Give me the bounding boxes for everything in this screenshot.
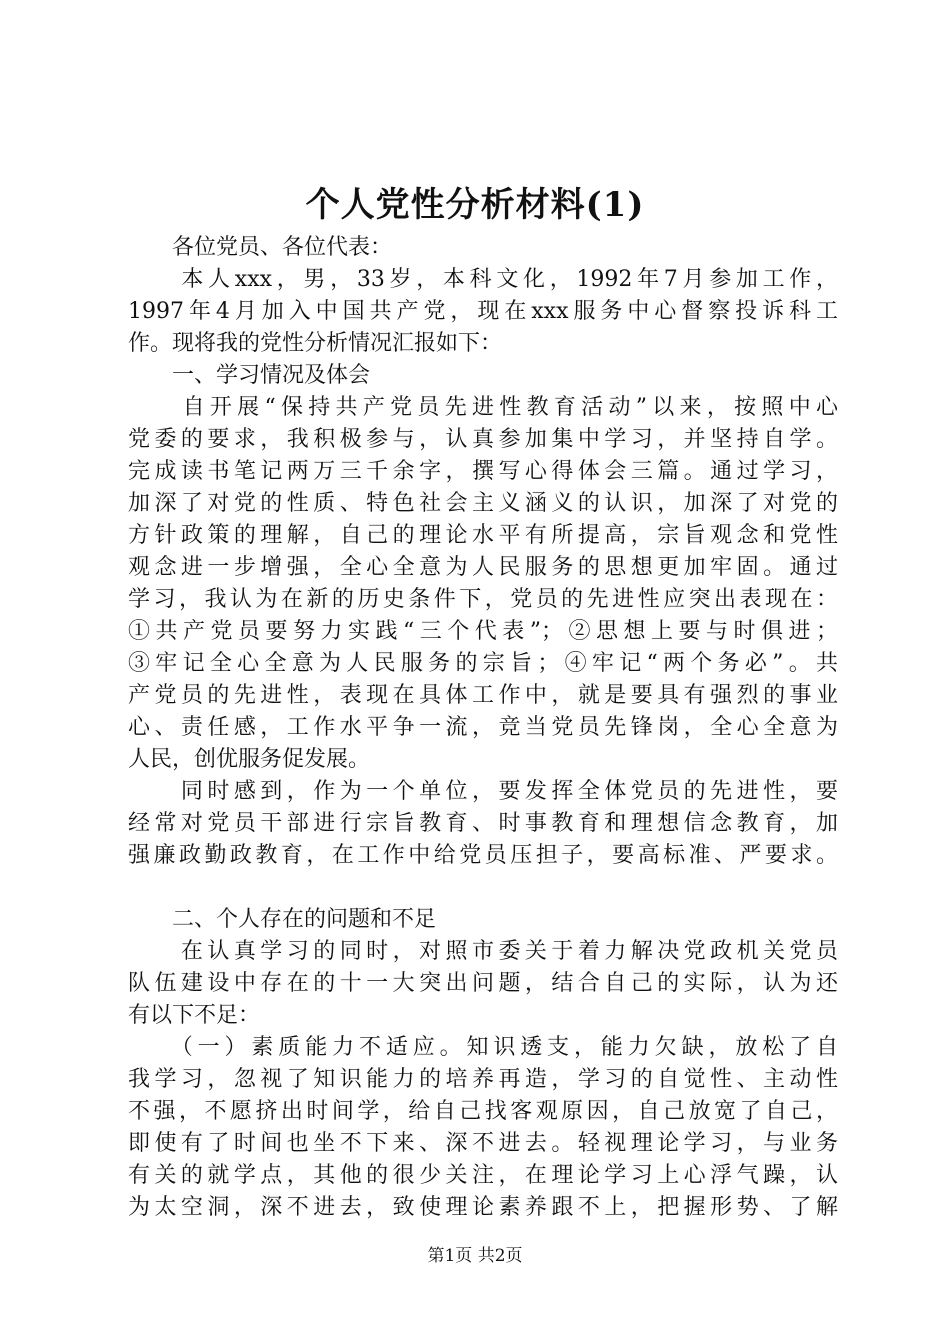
- body-line: 各位党员、各位代表：: [128, 235, 393, 260]
- body-line: ③牢记全心全意为人民服务的宗旨；④牢记“两个务必”。共: [128, 651, 838, 676]
- body-line: 有关的就学点，其他的很少关注，在理论学习上心浮气躁，认: [128, 1163, 838, 1188]
- body-line: 完成读书笔记两万三千余字，撰写心得体会三篇。通过学习，: [128, 459, 838, 484]
- body-line: （一）素质能力不适应。知识透支，能力欠缺，放松了自: [128, 1035, 838, 1060]
- body-line: 自开展“保持共产党员先进性教育活动”以来，按照中心: [128, 395, 838, 420]
- body-line: 观念进一步增强，全心全意为人民服务的思想更加牢固。通过: [128, 555, 838, 580]
- body-line: 心、责任感，工作水平争一流，竞当党员先锋岗，全心全意为: [128, 715, 838, 740]
- body-line: 二、个人存在的问题和不足: [128, 907, 437, 932]
- body-line: ①共产党员要努力实践“三个代表”；②思想上要与时俱进；: [128, 619, 838, 644]
- body-line: 为太空洞，深不进去，致使理论素养跟不上，把握形势、了解: [128, 1195, 838, 1220]
- body-line: 人民，创优服务促发展。: [128, 747, 371, 772]
- body-line: 党委的要求，我积极参与，认真参加集中学习，并坚持自学。: [128, 427, 838, 452]
- body-line: 作。现将我的党性分析情况汇报如下：: [128, 331, 503, 356]
- body-line: 即使有了时间也坐不下来、深不进去。轻视理论学习，与业务: [128, 1131, 838, 1156]
- body-line: 不强，不愿挤出时间学，给自己找客观原因，自己放宽了自己，: [128, 1099, 838, 1124]
- document-title: 个人党性分析材料(1): [305, 185, 645, 225]
- body-line: 队伍建设中存在的十一大突出问题，结合自己的实际，认为还: [128, 971, 838, 996]
- body-line: 加深了对党的性质、特色社会主义涵义的认识，加深了对党的: [128, 491, 838, 516]
- body-line: 产党员的先进性，表现在具体工作中，就是要具有强烈的事业: [128, 683, 838, 708]
- body-line: 同时感到，作为一个单位，要发挥全体党员的先进性，要: [128, 779, 838, 804]
- body-line: 强廉政勤政教育，在工作中给党员压担子，要高标准、严要求。: [128, 843, 838, 868]
- body-line: 在认真学习的同时，对照市委关于着力解决党政机关党员: [128, 939, 838, 964]
- body-line: 学习，我认为在新的历史条件下，党员的先进性应突出表现在：: [128, 587, 838, 612]
- page-footer: 第1页 共2页: [427, 1246, 523, 1266]
- document-body: [128, 232, 838, 1224]
- body-line: 经常对党员干部进行宗旨教育、时事教育和理想信念教育，加: [128, 811, 838, 836]
- body-line: 1997年4月加入中国共产党，现在xxx服务中心督察投诉科工: [128, 299, 838, 324]
- body-line: 我学习，忽视了知识能力的培养再造，学习的自觉性、主动性: [128, 1067, 838, 1092]
- body-line: 方针政策的理解，自己的理论水平有所提高，宗旨观念和党性: [128, 523, 838, 548]
- body-line: 有以下不足：: [128, 1003, 261, 1028]
- body-line: 一、学习情况及体会: [128, 363, 371, 388]
- blank-line: [128, 872, 838, 904]
- body-line: 本人xxx，男，33岁，本科文化，1992年7月参加工作，: [128, 267, 838, 292]
